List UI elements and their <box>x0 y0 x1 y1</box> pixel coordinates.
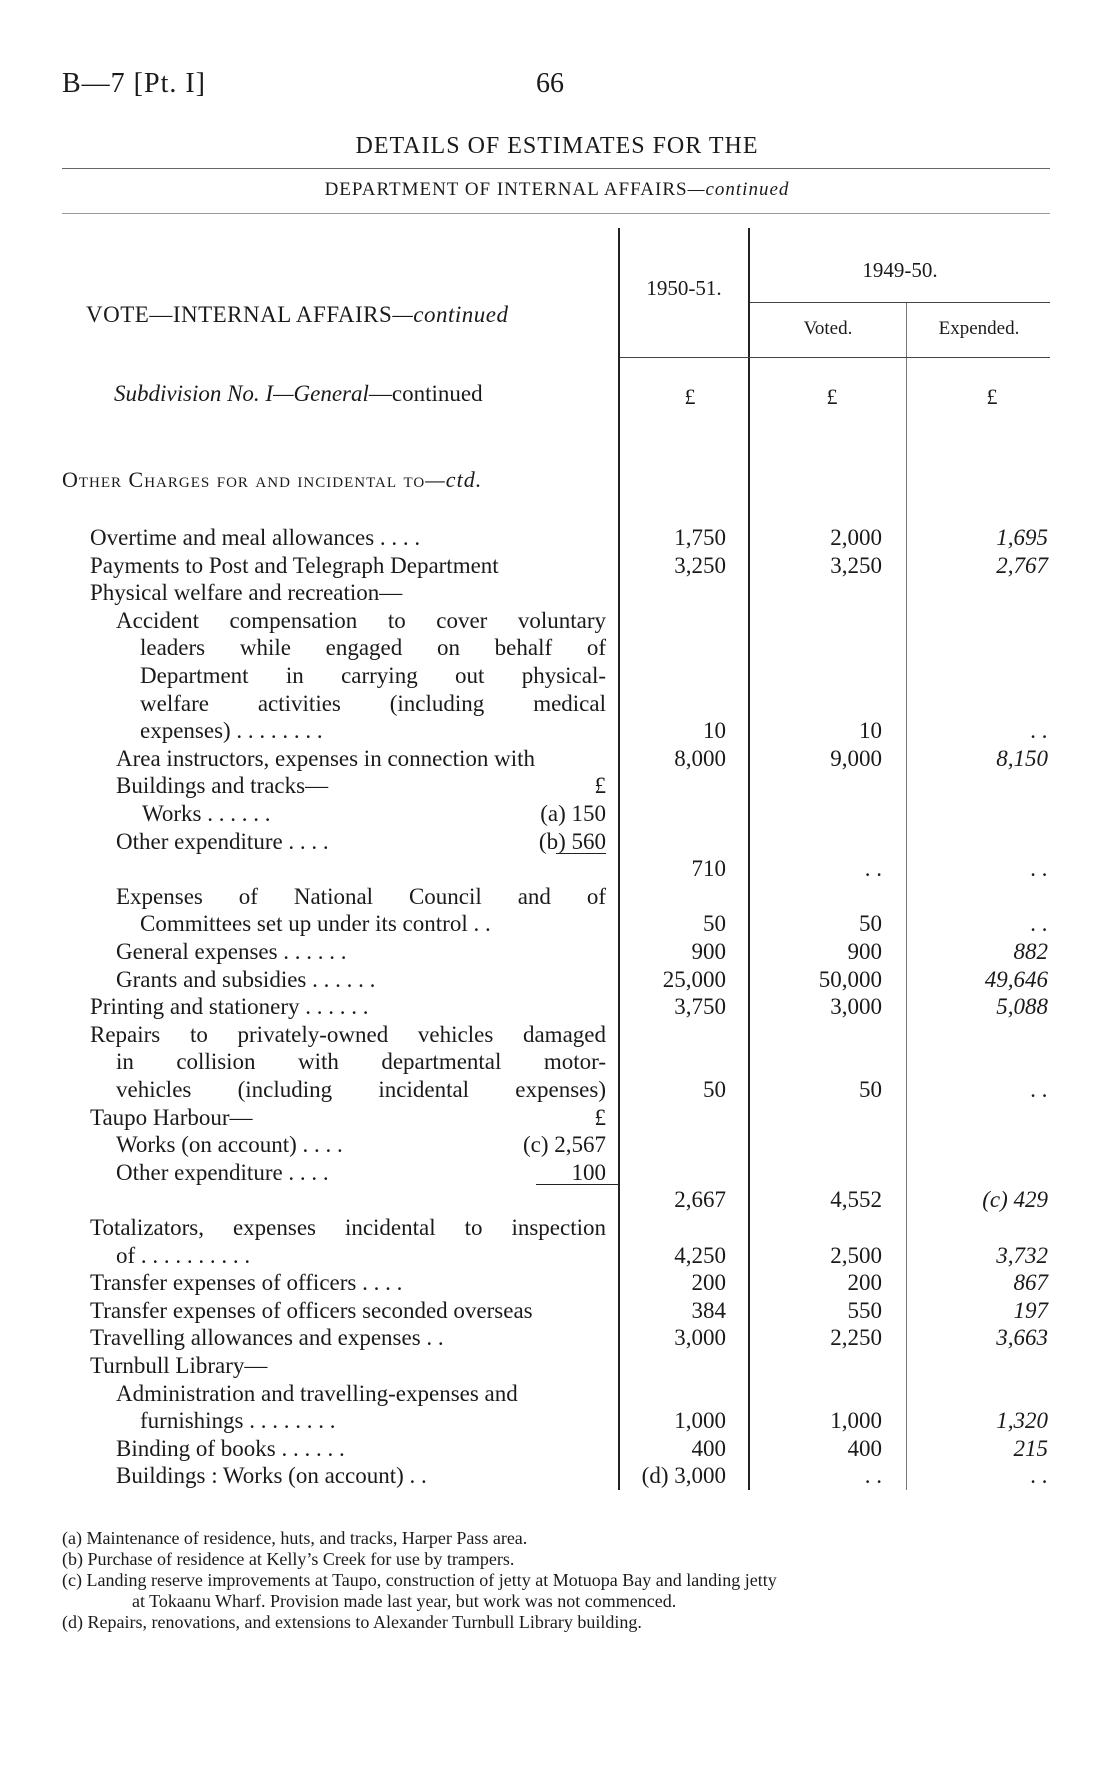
row-label: Buildings : Works (on account) . . <box>116 1463 427 1489</box>
row-label: Department in carrying out physical- <box>140 663 606 688</box>
inner-amount: (c) 2,567 <box>522 1132 606 1158</box>
cell-voted: 50 <box>859 911 882 937</box>
inner-amount: (b) 560 <box>538 828 606 854</box>
cell-expended: 5,088 <box>996 994 1048 1020</box>
other-charges-continued: —ctd. <box>425 467 483 492</box>
other-charges-main: Other Charges for and incidental to <box>62 467 426 492</box>
cell-expended: 197 <box>1013 1297 1048 1323</box>
cell-voted: 3,000 <box>830 994 882 1020</box>
row-label: Accident compensation to cover voluntary <box>116 607 606 633</box>
cell-1950-51: 400 <box>691 1435 726 1461</box>
row-label: of . . . . . . . . . . <box>116 1242 251 1268</box>
row-label: Administration and travelling-expenses and <box>116 1380 518 1406</box>
cell-1950-51: 900 <box>691 939 726 964</box>
footnote-b: (b) Purchase of residence at Kelly’s Creek for use by trampers. <box>62 1549 515 1569</box>
inner-amount: £ <box>594 1104 606 1130</box>
currency-voted: £ <box>826 384 838 409</box>
cell-1950-51: 25,000 <box>662 966 726 992</box>
footnote-a: (a) Maintenance of residence, huts, and tracks, Harper Pass area. <box>62 1528 528 1548</box>
column-divider-2 <box>748 228 750 1490</box>
cell-1950-51: 1,750 <box>674 525 726 550</box>
page-number: 66 <box>536 68 564 99</box>
cell-expended: 1,320 <box>996 1408 1048 1434</box>
row-label: Printing and stationery . . . . . . <box>90 994 369 1020</box>
cell-expended: . . <box>1030 911 1048 937</box>
cell-1950-51: 10 <box>703 718 726 744</box>
cell-voted: 9,000 <box>830 745 882 771</box>
footnote-d: (d) Repairs, renovations, and extensions to Alexander Turnbull Library building. <box>62 1612 642 1632</box>
vote-heading <box>86 302 508 328</box>
subtotal-rule <box>536 1184 618 1185</box>
cell-1950-51: 50 <box>703 1077 726 1102</box>
cell-1950-51: 3,000 <box>674 1325 726 1351</box>
row-label: Area instructors, expenses in connection with <box>116 745 535 771</box>
cell-1950-51: 3,250 <box>674 552 726 578</box>
subtitle-continued: —continued <box>687 179 790 200</box>
title-rule <box>62 168 1050 169</box>
cell-voted: 10 <box>859 718 882 744</box>
footnote-c-continued: at Tokaanu Wharf. Provision made last year, but work was not commenced. <box>132 1591 677 1611</box>
vote-continued: —continued <box>392 302 509 327</box>
cell-1950-51: 710 <box>691 856 726 882</box>
cell-voted: 3,250 <box>830 552 882 578</box>
cell-voted: 2,250 <box>830 1325 882 1351</box>
subdivision-title: Subdivision No. I—General <box>114 381 369 406</box>
subdivision-continued: —continued <box>368 381 483 406</box>
cell-expended: 3,663 <box>996 1325 1048 1351</box>
subtitle-rule <box>62 213 1050 214</box>
cell-expended: 2,767 <box>996 552 1048 578</box>
cell-expended: 882 <box>1013 939 1048 964</box>
cell-expended: . . <box>1030 1077 1048 1102</box>
cell-expended: . . <box>1030 856 1048 882</box>
column-1950-51: 1950-51. <box>646 276 722 300</box>
row-label: Committees set up under its control . . <box>140 911 491 937</box>
inner-amount: (a) 150 <box>540 801 606 826</box>
row-label: Travelling allowances and expenses . . <box>90 1325 444 1351</box>
cell-voted: . . <box>864 1463 882 1489</box>
cell-1950-51: 200 <box>691 1270 726 1296</box>
row-label: Taupo Harbour— <box>90 1104 253 1130</box>
cell-1950-51: 50 <box>703 911 726 937</box>
row-label: Binding of books . . . . . . <box>116 1435 345 1461</box>
cell-voted: 2,000 <box>830 525 882 550</box>
cell-voted: 400 <box>847 1435 882 1461</box>
subtotal-rule <box>556 853 606 854</box>
row-label: furnishings . . . . . . . . <box>140 1408 336 1434</box>
cell-voted: 1,000 <box>830 1408 882 1434</box>
row-label: expenses) . . . . . . . . <box>140 718 323 744</box>
row-label: vehicles (including incidental expenses) <box>116 1077 606 1102</box>
inner-amount: £ <box>594 773 606 799</box>
row-label: Other expenditure . . . . <box>116 1159 329 1185</box>
currency-expended: £ <box>986 384 998 409</box>
cell-expended: 215 <box>1013 1435 1048 1461</box>
vote-main: VOTE—INTERNAL AFFAIRS <box>86 302 393 327</box>
page-title: DETAILS OF ESTIMATES FOR THE <box>355 133 759 159</box>
row-label: Transfer expenses of officers seconded overseas <box>90 1297 533 1323</box>
row-label: Totalizators, expenses incidental to inspection <box>90 1215 606 1240</box>
cell-voted: 550 <box>847 1297 882 1323</box>
row-label: Repairs to privately-owned vehicles damaged <box>90 1021 606 1047</box>
row-label: Overtime and meal allowances . . . . <box>90 525 421 550</box>
row-label: Buildings and tracks— <box>116 773 329 799</box>
cell-1950-51: 3,750 <box>674 994 726 1020</box>
row-label: Grants and subsidies . . . . . . <box>116 966 376 992</box>
cell-1950-51: 4,250 <box>674 1242 726 1268</box>
cell-1950-51: 8,000 <box>674 745 726 771</box>
row-label: Works (on account) . . . . <box>116 1132 343 1158</box>
cell-expended: 1,695 <box>996 525 1048 550</box>
row-label: Payments to Post and Telegraph Department <box>90 552 499 578</box>
cell-voted: 900 <box>847 939 882 964</box>
cell-1950-51: 1,000 <box>674 1408 726 1434</box>
cell-expended: 49,646 <box>984 966 1048 992</box>
cell-voted: 4,552 <box>830 1187 882 1213</box>
cell-expended: 8,150 <box>996 745 1048 771</box>
column-1949-50: 1949-50. <box>862 258 938 282</box>
cell-voted: 200 <box>847 1270 882 1296</box>
row-label: leaders while engaged on behalf of <box>140 635 606 661</box>
group-header-rule <box>750 302 1050 303</box>
cell-1950-51: 384 <box>691 1297 726 1323</box>
currency-1950-51: £ <box>684 384 696 409</box>
row-label: Physical welfare and recreation— <box>90 580 403 606</box>
cell-voted: . . <box>864 856 882 882</box>
other-charges-heading <box>62 467 482 493</box>
column-divider-1 <box>618 228 620 1490</box>
column-header-rule <box>620 357 1050 358</box>
cell-expended: . . <box>1030 1463 1048 1489</box>
footnote-c: (c) Landing reserve improvements at Taupo, construction of jetty at Motuopa Bay and landing jetty <box>62 1570 777 1590</box>
cell-expended: 867 <box>1013 1270 1048 1296</box>
cell-expended: . . <box>1030 718 1048 744</box>
cell-expended: (c) 429 <box>982 1187 1048 1213</box>
row-label: Other expenditure . . . . <box>116 828 329 854</box>
row-label: General expenses . . . . . . <box>116 939 347 964</box>
document-reference: B—7 [Pt. I] <box>62 68 206 99</box>
column-voted: Voted. <box>803 318 853 339</box>
column-divider-3 <box>906 302 907 1490</box>
row-label: welfare activities (including medical <box>140 690 606 716</box>
row-label: Expenses of National Council and of <box>116 883 606 909</box>
subdivision-heading <box>114 381 483 407</box>
cell-voted: 50,000 <box>818 966 882 992</box>
subtitle-main: DEPARTMENT OF INTERNAL AFFAIRS <box>324 179 688 200</box>
inner-amount: 100 <box>571 1159 606 1185</box>
row-label: Turnbull Library— <box>90 1353 268 1378</box>
cell-expended: 3,732 <box>996 1242 1048 1268</box>
row-label: Works . . . . . . <box>142 801 271 826</box>
cell-1950-51: 2,667 <box>674 1187 726 1213</box>
cell-1950-51: (d) 3,000 <box>641 1463 726 1489</box>
row-label: Transfer expenses of officers . . . . <box>90 1270 403 1296</box>
cell-voted: 2,500 <box>830 1242 882 1268</box>
cell-voted: 50 <box>859 1077 882 1102</box>
page-subtitle <box>0 179 1114 201</box>
row-label: in collision with departmental motor- <box>116 1049 606 1075</box>
column-expended: Expended. <box>938 318 1020 339</box>
